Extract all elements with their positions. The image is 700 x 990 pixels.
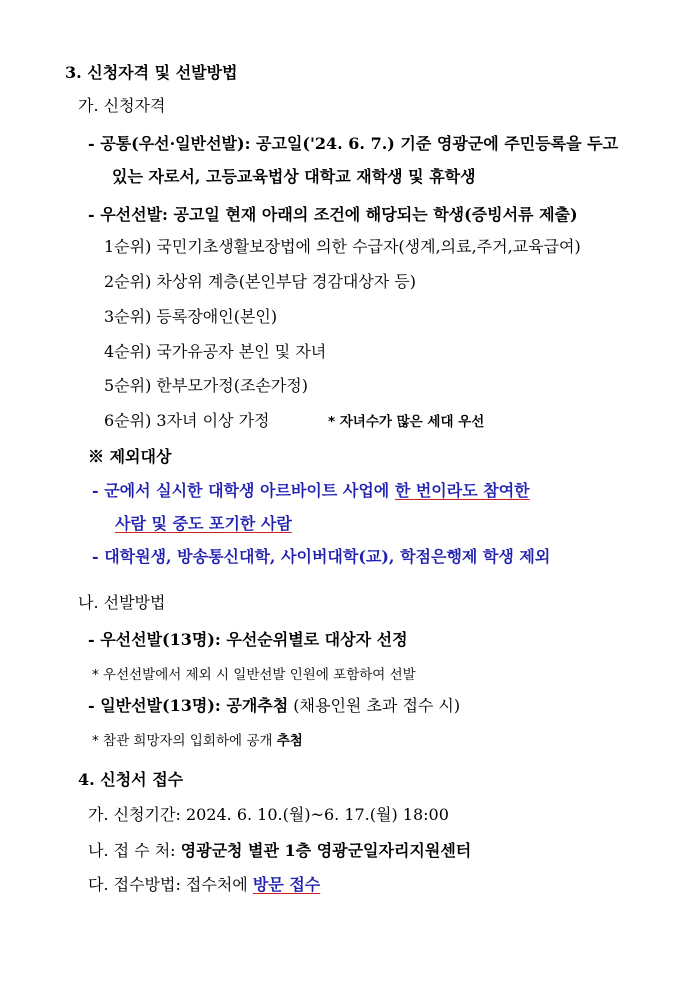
section4-heading: 4. 신청서 접수 bbox=[78, 770, 184, 789]
rank-6: 6순위) 3자녀 이상 가정 bbox=[104, 411, 270, 430]
priority-selection-line: - 우선선발(13명): 우선순위별로 대상자 선정 bbox=[88, 630, 408, 649]
priority-selection-heading: - 우선선발: 공고일 현재 아래의 조건에 해당되는 학생(증빙서류 제출) bbox=[88, 205, 578, 224]
rank-1: 1순위) 국민기초생활보장법에 의한 수급자(생계,의료,주거,교육급여) bbox=[104, 237, 581, 256]
rank-4: 4순위) 국가유공자 본인 및 자녀 bbox=[104, 342, 327, 361]
method-label: 다. 접수방법: 접수처에 bbox=[88, 875, 253, 894]
rank-2: 2순위) 차상위 계층(본인부담 경감대상자 등) bbox=[104, 272, 417, 291]
place-value: 영광군청 별관 1층 영광군일자리지원센터 bbox=[180, 841, 472, 860]
general-selection-line bbox=[88, 695, 460, 717]
rank-5: 5순위) 한부모가정(조손가정) bbox=[104, 376, 309, 395]
general-selection-bold: - 일반선발(13명): 공개추첨 bbox=[88, 696, 289, 715]
rank-6-note: * 자녀수가 많은 세대 우선 bbox=[328, 414, 485, 430]
exclusion-item-1-line1 bbox=[92, 480, 530, 502]
exclusion-item-2: - 대학원생, 방송통신대학, 사이버대학(교), 학점은행제 학생 제외 bbox=[92, 547, 551, 566]
application-period bbox=[88, 804, 449, 826]
priority-selection-note: * 우선선발에서 제외 시 일반선발 인원에 포함하여 선발 bbox=[92, 667, 416, 683]
general-note-text: * 참관 희망자의 입회하에 공개 bbox=[92, 733, 277, 749]
general-selection-condition: (채용인원 초과 접수 시) bbox=[288, 696, 461, 715]
common-qualification-line1: - 공통(우선·일반선발): 공고일('24. 6. 7.) 기준 영광군에 주민등록을 두고 bbox=[88, 134, 619, 153]
sub-b-heading: 나. 선발방법 bbox=[78, 593, 166, 612]
exclusion-item-1-text: - 군에서 실시한 대학생 아르바이트 사업에 bbox=[92, 481, 395, 500]
exclusion-heading: ※ 제외대상 bbox=[88, 447, 172, 466]
exclusion-item-1-underlined: 한 번이라도 참여한 bbox=[394, 481, 530, 500]
period-label: 가. 신청기간: bbox=[88, 805, 186, 824]
section3-heading: 3. 신청자격 및 선발방법 bbox=[65, 63, 238, 82]
method-value: 방문 접수 bbox=[252, 875, 321, 894]
general-note-bold: 추첨 bbox=[276, 733, 303, 749]
place-label: 나. 접 수 처: bbox=[88, 841, 181, 860]
general-selection-note bbox=[92, 730, 303, 752]
sub-a-heading: 가. 신청자격 bbox=[78, 96, 166, 115]
common-qualification-line2: 있는 자로서, 고등교육법상 대학교 재학생 및 휴학생 bbox=[112, 167, 476, 186]
period-value: 2024. 6. 10.(월)~6. 17.(월) 18:00 bbox=[185, 805, 449, 824]
exclusion-item-1-line2: 사람 및 중도 포기한 사람 bbox=[115, 514, 292, 533]
application-method bbox=[88, 874, 320, 896]
rank-3: 3순위) 등록장애인(본인) bbox=[104, 307, 278, 326]
application-place bbox=[88, 840, 471, 862]
